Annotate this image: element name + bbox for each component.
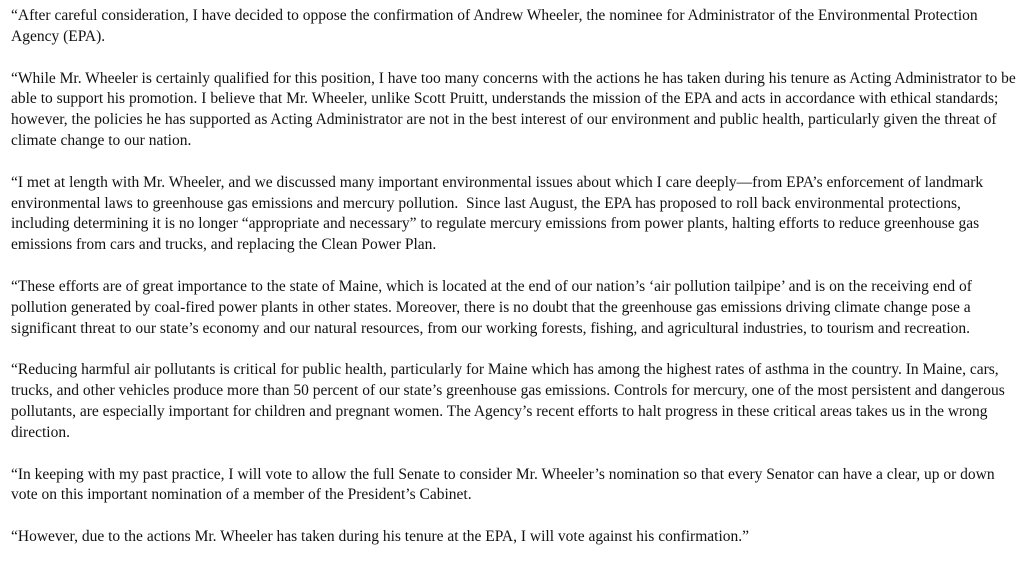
paragraph-meeting-discussion: “I met at length with Mr. Wheeler, and we discussed many important environmental issues about which I care deeply—from EPA’s enforcement of landmark environmental laws to greenhouse gas emissions and mercury pollution. Since last August, the EPA has proposed to roll back environmental protections, including determining it is no longer “appropriate and necessary” to regulate mercury emissions from power plants, halting efforts to reduce greenhouse gas emissions from cars and trucks, and replacing the Clean Power Plan. bbox=[11, 173, 988, 254]
statement-document bbox=[11, 6, 1020, 548]
paragraph-past-practice: “In keeping with my past practice, I will vote to allow the full Senate to consider Mr. Wheeler’s nomination so that every Senator can have a clear, up or down vote on this important nomination of a member of the President’s Cabinet. bbox=[11, 465, 999, 504]
paragraph-opposition-decision: “After careful consideration, I have decided to oppose the confirmation of Andrew Wheeler, the nominee for Administrator of the Environmental Protection Agency (EPA). bbox=[11, 7, 981, 45]
paragraph-qualification-concerns: “While Mr. Wheeler is certainly qualified for this position, I have too many concerns with the actions he has taken during his tenure as Acting Administrator to be able to support his promotion. I believe that Mr. Wheeler, unlike Scott Pruitt, understands the mission of the EPA and acts in accordance with ethical standards; however, the policies he has supported as Acting Administrator are not in the best interest of our environment and public health, particularly given the threat of climate change to our nation. bbox=[11, 69, 1020, 149]
paragraph-maine-importance: “These efforts are of great importance to the state of Maine, which is located at the end of our nation’s ‘air pollution tailpipe’ and is on the receiving end of pollution generated by coal-fired power plants in other states. Moreover, there is no doubt that the greenhouse gas emissions driving climate change pose a significant threat to our state’s economy and our natural resources, from our working forests, fishing, and agricultural industries, to tourism and recreation. bbox=[11, 277, 976, 337]
paragraph-public-health: “Reducing harmful air pollutants is critical for public health, particularly for Maine which has among the highest rates of asthma in the country. In Maine, cars, trucks, and other vehicles produce more than 50 percent of our state’s greenhouse gas emissions. Controls for mercury, one of the most persistent and dangerous pollutants, are especially important for children and pregnant women. The Agency’s recent efforts to halt progress in these critical areas takes us in the wrong direction. bbox=[11, 361, 1009, 441]
paragraph-final-vote: “However, due to the actions Mr. Wheeler has taken during his tenure at the EPA, I will vote against his confirmation.” bbox=[11, 528, 750, 546]
